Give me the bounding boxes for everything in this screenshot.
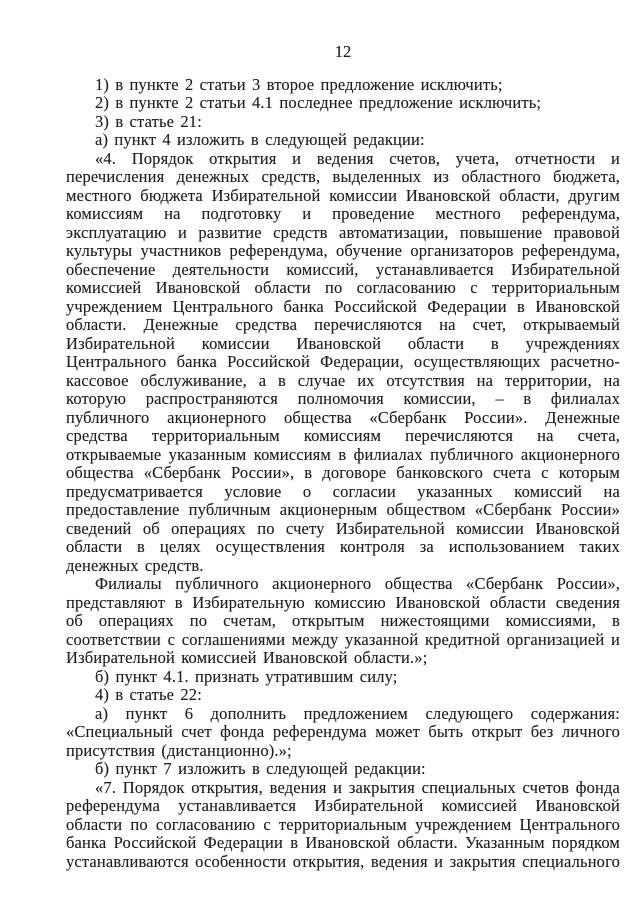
amendment-subitem-3a: а) пункт 4 изложить в следующей редакции: (95, 130, 425, 149)
amendment-item-2: 2) в пункте 2 статьи 4.1 последнее предложение исключить; (95, 93, 542, 112)
amendment-item-3: 3) в статье 21: (95, 111, 202, 131)
page-number: 12 (334, 42, 352, 61)
amendment-subitem-3b: б) пункт 4.1. признать утратившим силу; (95, 666, 398, 686)
amendment-subitem-4b: б) пункт 7 изложить в следующей редакции: (95, 759, 426, 778)
quoted-clause-7-text: «7. Порядок открытия, ведения и закрытия специальных счетов фонда референдума устанавливается Избирательной комиссией Ивановской области по согласованию с территориальным учреждением Центрального банка Российской Федерации в Ивановской области. Указанным порядком устанавливаются особенности открытия, ведения и закрытия специального (66, 777, 620, 871)
quoted-clause-4-text: «4. Порядок открытия и ведения счетов, учета, отчетности и перечисления денежных средств, выделенных из областного бюджета, местного бюджета Избирательной комиссии Ивановской области, другим комиссиям на подготовку и проведение местного референдума, эксплуатацию и развитие средств автоматизации, повышение правовой культуры участников референдума, обучение организаторов референдума, обеспечение деятельности комиссий, устанавливается Избирательной комиссией Ивановской области по согласованию с территориальным учреждением Центрального банка Российской Федерации в Ивановской области. Денежные средства перечисляются на счет, открываемый Избирательной комиссии Ивановской области в учреждениях Центрального банка Российской Федерации, осуществляющих расчетно-кассовое обслуживание, а в случае их отсутствия на территории, на которую распространяются полномочия комиссии, – в филиалах публичного акционерного общества «Сбербанк России». Денежные средства территориальным комиссиям перечисляются на счета, открываемые указанным комиссиям в филиалах публичного акционерного общества «Сбербанк России», в договоре банковского счета с которым предусматривается условие о согласии указанных комиссий на предоставление публичным акционерным обществом «Сбербанк России» сведений об операциях по счету Избирательной комиссии Ивановской области в целях осуществления контроля за использованием таких денежных средств. (66, 148, 620, 575)
amendment-item-1: 1) в пункте 2 статьи 3 второе предложение исключить; (95, 74, 503, 94)
amendment-subitem-4a: а) пункт 6 дополнить предложением следующего содержания: «Специальный счет фонда референдума может быть открыт без личного присутствия (дистанционно).»; (66, 703, 620, 760)
quoted-clause-4-branches-text: Филиалы публичного акционерного общества «Сбербанк России», представляют в Избирательную комиссию Ивановской области сведения об операциях по счетам, открытым нижестоящими комиссиями, в соответствии с соглашениями между указанной кредитной организацией и Избирательной комиссией Ивановской области.»; (66, 574, 620, 667)
amendment-item-4: 4) в статье 22: (95, 685, 202, 704)
